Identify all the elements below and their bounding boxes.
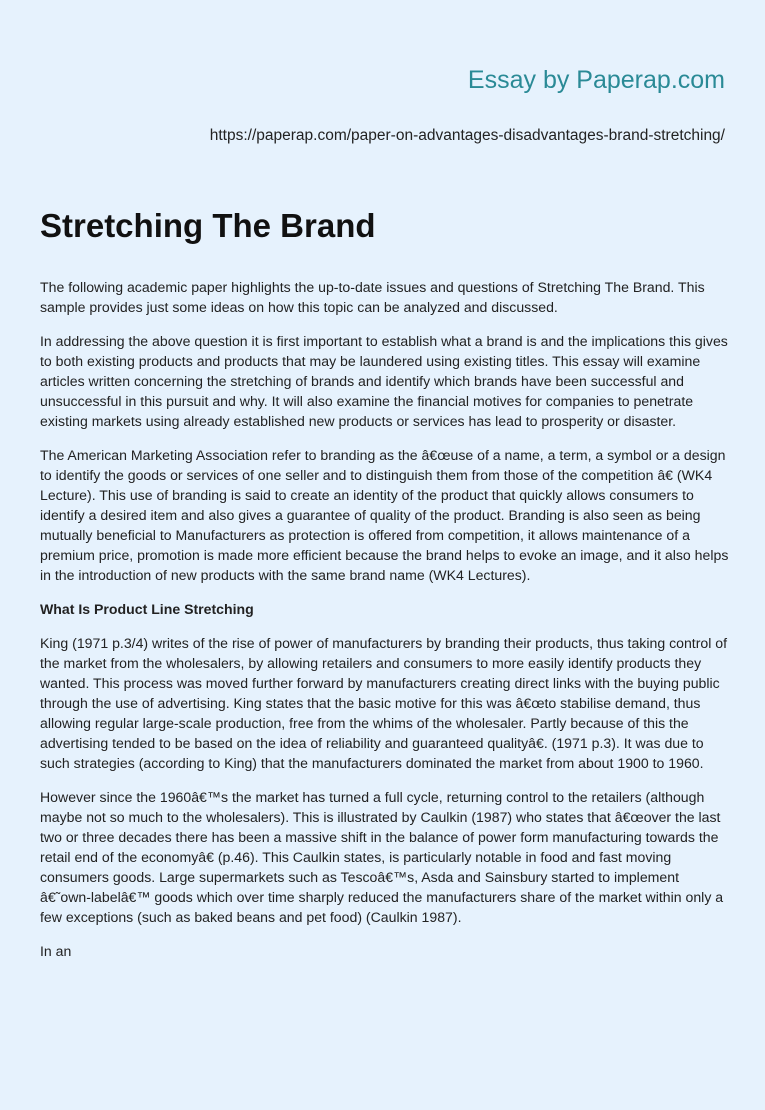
- page-title: Stretching The Brand: [40, 207, 376, 244]
- paragraph: King (1971 p.3/4) writes of the rise of power of manufacturers by branding their products, thus taking control of the market from the wholesalers, by allowing retailers and consumers to more easily identify products they wanted. This process was moved further forward by manufacturers creating direct links with the buying public through the use of advertising. King states that the basic motive for this was â€œto stabilise demand, thus allowing regular large-scale production, free from the whims of the wholesaler. Partly because of this the advertising tended to be based on the idea of reliability and guaranteed qualityâ€. (1971 p.3). It was due to such strategies (according to King) that the manufacturers dominated the market from about 1900 to 1960.: [40, 635, 728, 771]
- paragraph: In addressing the above question it is first important to establish what a brand is and the implications this gives to both existing products and products that may be laundered using existing titles. This essay will examine articles written concerning the stretching of brands and identify which brands have been successful and unsuccessful in this pursuit and why. It will also examine the financial motives for companies to penetrate existing markets using already established new products or services has lead to prosperity or disaster.: [40, 333, 728, 429]
- paragraph: However since the 1960â€™s the market has turned a full cycle, returning control to the retailers (although maybe not so much to the wholesalers). This is illustrated by Caulkin (1987) who states that â€œover the last two or three decades there has been a massive shift in the balance of power form manufacturing towards the retail end of the economyâ€ (p.46). This Caulkin states, is particularly notable in food and fast moving consumers goods. Large supermarkets such as Tescoâ€™s, Asda and Sainsbury started to implement â€˜own-labelâ€™ goods which over time sharply reduced the manufacturers share of the market within only a few exceptions (such as baked beans and pet food) (Caulkin 1987).: [40, 789, 724, 925]
- source-url[interactable]: https://paperap.com/paper-on-advantages-disadvantages-brand-stretching/: [209, 127, 725, 144]
- paragraph-truncated: In an: [40, 943, 72, 959]
- section-heading: What Is Product Line Stretching: [40, 601, 254, 617]
- paragraph-intro: The following academic paper highlights the up-to-date issues and questions of Stretching The Brand. This sample provides just some ideas on how this topic can be analyzed and discussed.: [40, 279, 705, 315]
- paragraph: The American Marketing Association refer to branding as the â€œuse of a name, a term, a symbol or a design to identify the goods or services of one seller and to distinguish them from those of the competition â€ (WK4 Lecture). This use of branding is said to create an identity of the product that quickly allows consumers to identify a desired item and also gives a guarantee of quality of the product. Branding is also seen as being mutually beneficial to Manufacturers as protection is offered from competition, it allows maintenance of a premium price, promotion is made more efficient because the brand helps to evoke an image, and it also helps in the introduction of new products with the same brand name (WK4 Lectures).: [40, 447, 729, 583]
- article-body: [40, 277, 730, 975]
- site-brand[interactable]: Essay by Paperap.com: [467, 66, 725, 94]
